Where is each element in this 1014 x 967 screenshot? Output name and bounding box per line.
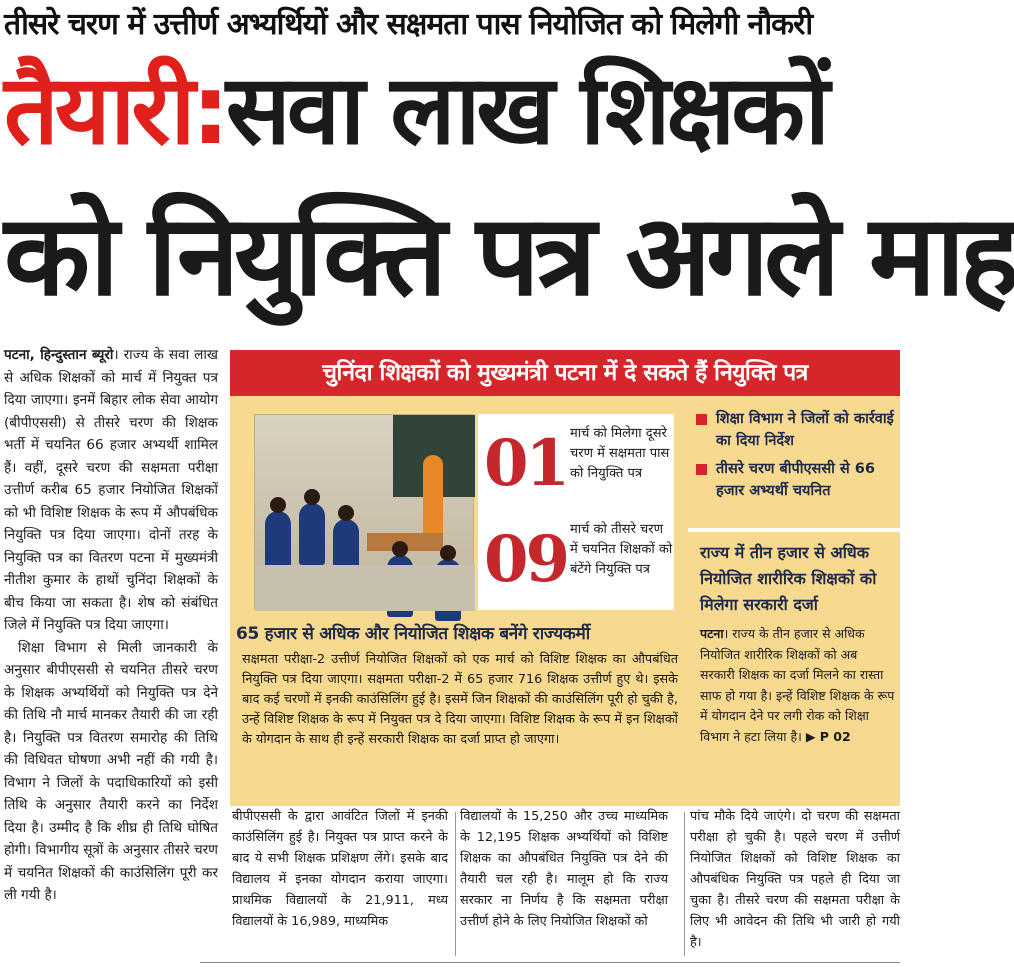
- bullet-square-icon: [696, 414, 707, 425]
- bullet-item: [694, 458, 894, 502]
- feature-panel: [230, 350, 900, 806]
- bullet-text: शिक्षा विभाग ने जिलों को कार्रवाई का दिया निर्देश: [716, 411, 894, 449]
- bottom-column-3: पांच मौके दिये जाएंगे। दो चरण की सक्षमता परीक्षा हो चुकी है। पहले चरण में उत्तीर्ण नियोजित शिक्षकों को विशिष्ट शिक्षक का औपबंधिक नियुक्ति पत्र पहले ही दिया जा चुका है। तीसरे चरण की सक्षमता परीक्षा के लिए भी आवेदन की तिथि भी जारी हो गयी है।: [690, 809, 900, 950]
- classroom-photo: [254, 414, 474, 610]
- side-story-dateline: पटना: [700, 626, 724, 641]
- fact-text: मार्च को तीसरे चरण में चयनित शिक्षकों को बंटेंगे नियुक्ति पत्र: [570, 522, 673, 577]
- headline-red-part: तैयारी:: [4, 54, 226, 166]
- bench: [255, 565, 475, 611]
- fact-box: [478, 414, 674, 610]
- side-story-body: [700, 624, 896, 747]
- left-paragraph-1: [4, 344, 218, 637]
- side-story-text: । राज्य के तीन हजार से अधिक नियोजित शारीरिक शिक्षकों को अब सरकारी शिक्षक का दर्जा मिलने का रास्ता साफ हो गया है। इन्हें विशिष्ट शिक्षक के रूप में योगदान देने पर लगी रोक को शिक्षा विभाग ने हटा लिया है।: [700, 626, 895, 744]
- page-reference-link[interactable]: ▶ P 02: [805, 728, 851, 744]
- sub-story-body: सक्षमता परीक्षा-2 उत्तीर्ण नियोजित शिक्षकों को एक मार्च को विशिष्ट शिक्षक का औपबंधित नियुक्ति पत्र दिया जाएगा। सक्षमता परीक्षा-2 में 65 हजार 716 शिक्षक उत्तीर्ण हुए थे। इसके बाद कई चरणों में इनकी काउंसिलिंग हुई है। इसमें जिन शिक्षकों की काउंसिलिंग पूरी हो चुकी है, उन्हें विशिष्ट शिक्षक के रूप में नियुक्त पत्र दे दिया जाएगा। विशिष्ट शिक्षक के रूप में इन शिक्षकों के योगदान के साथ ही इन्हें सरकारी शिक्षक का दर्जा प्राप्त हो जाएगा।: [242, 652, 678, 747]
- main-headline-line-1: [4, 46, 902, 174]
- column-divider: [455, 812, 456, 956]
- left-column: [4, 344, 218, 956]
- fact-item: [478, 514, 674, 606]
- fact-number: 09: [484, 522, 568, 597]
- bottom-rule: [200, 962, 900, 963]
- bullet-item: [694, 408, 894, 452]
- bullet-square-icon: [696, 464, 707, 475]
- left-paragraph-1-text: । राज्य के सवा लाख से अधिक शिक्षकों को मार्च में नियुक्त पत्र दिया जाएगा। इनमें बिहार लोक सेवा आयोग (बीपीएससी) से तीसरे चरण की शिक्षक भर्ती में चयनित 66 हजार अभ्यर्थी शामिल हैं। वहीं, दूसरे चरण की सक्षमता परीक्षा उत्तीर्ण करीब 65 हजार नियोजित शिक्षकों को भी विशिष्ट शिक्षक के रूप में औपबंधिक नियुक्ति पत्र दिया जाएगा। दोनों तरह के नियुक्ति पत्र का वितरण पटना में मुख्यमंत्री नीतीश कुमार के हाथों चुनिंदा शिक्षकों के बीच किया जा सकता है। शेष को संबंधित जिले में नियुक्ति पत्र दिया जाएगा।: [4, 347, 218, 633]
- fact-number: 01: [484, 426, 568, 501]
- bullet-text: तीसरे चरण बीपीएससी से 66 हजार अभ्यर्थी चयनित: [716, 461, 875, 499]
- bullet-list: [694, 408, 894, 508]
- student-figure: [299, 503, 325, 565]
- fact-text: मार्च को मिलेगा दूसरे चरण में सक्षमता पास को नियुक्ति पत्र: [570, 426, 670, 481]
- kicker-headline: तीसरे चरण में उत्तीर्ण अभ्यर्थियों और सक्षमता पास नियोजित को मिलेगी नौकरी: [4, 7, 813, 42]
- student-figure: [265, 511, 291, 573]
- feature-banner: चुनिंदा शिक्षकों को मुख्यमंत्री पटना में दे सकते हैं नियुक्ति पत्र: [230, 350, 900, 396]
- column-divider: [684, 812, 685, 956]
- side-story: [688, 528, 900, 806]
- sub-headline: 65 हजार से अधिक और नियोजित शिक्षक बनेंगे राज्यकर्मी: [236, 624, 590, 644]
- bottom-column-2: विद्यालयों के 15,250 और उच्च माध्यमिक के 12,195 शिक्षक अभ्यर्थियों को विशिष्ट शिक्षक का औपबंधित नियुक्ति पत्र देने की तैयारी चल रही है। मालूम हो कि राज्य सरकार ना निर्णय है कि सक्षमता परीक्षा उत्तीर्ण होने के लिए नियोजित शिक्षकों को: [460, 809, 668, 929]
- fact-item: [478, 418, 674, 510]
- dateline: पटना, हिन्दुस्तान ब्यूरो: [4, 347, 114, 363]
- bottom-column-1: बीपीएससी के द्वारा आवंटित जिलों में इनकी काउंसिलिंग हुई है। नियुक्त पत्र प्राप्त करने के बाद ये सभी शिक्षक प्रशिक्षण लेंगे। इसके बाद विद्यालय में इनका योगदान कराया जाएगा। प्राथमिक विद्यालयों के 21,911, मध्य विद्यालयों के 16,989, माध्यमिक: [232, 809, 448, 929]
- left-paragraph-2: शिक्षा विभाग से मिली जानकारी के अनुसार बीपीएससी से चयनित तीसरे चरण के शिक्षक अभ्यर्थियों को नियुक्ति पत्र देने की तिथि नौ मार्च मानकर तैयारी की जा रही है। नियुक्ति पत्र वितरण समारोह की तिथि की विधिवत घोषणा अभी नहीं की गयी है। विभाग ने जिलों के पदाधिकारियों को इसी तिथि के अनुसार तैयारी करने का निर्देश दिया है। उम्मीद है कि शीघ्र ही तिथि घोषित होगी। विभागीय सूत्रों के अनुसार तीसरे चरण में चयनित शिक्षकों की काउंसिलिंग पूरी कर ली गयी है।: [4, 639, 218, 903]
- side-story-headline: राज्य में तीन हजार से अधिक नियोजित शारीरिक शिक्षकों को मिलेगा सरकारी दर्जा: [700, 543, 877, 614]
- main-headline-line-2: को नियुक्ति पत्र अगले माह: [4, 191, 1014, 321]
- headline-line1-rest: सवा लाख शिक्षकों: [225, 54, 826, 166]
